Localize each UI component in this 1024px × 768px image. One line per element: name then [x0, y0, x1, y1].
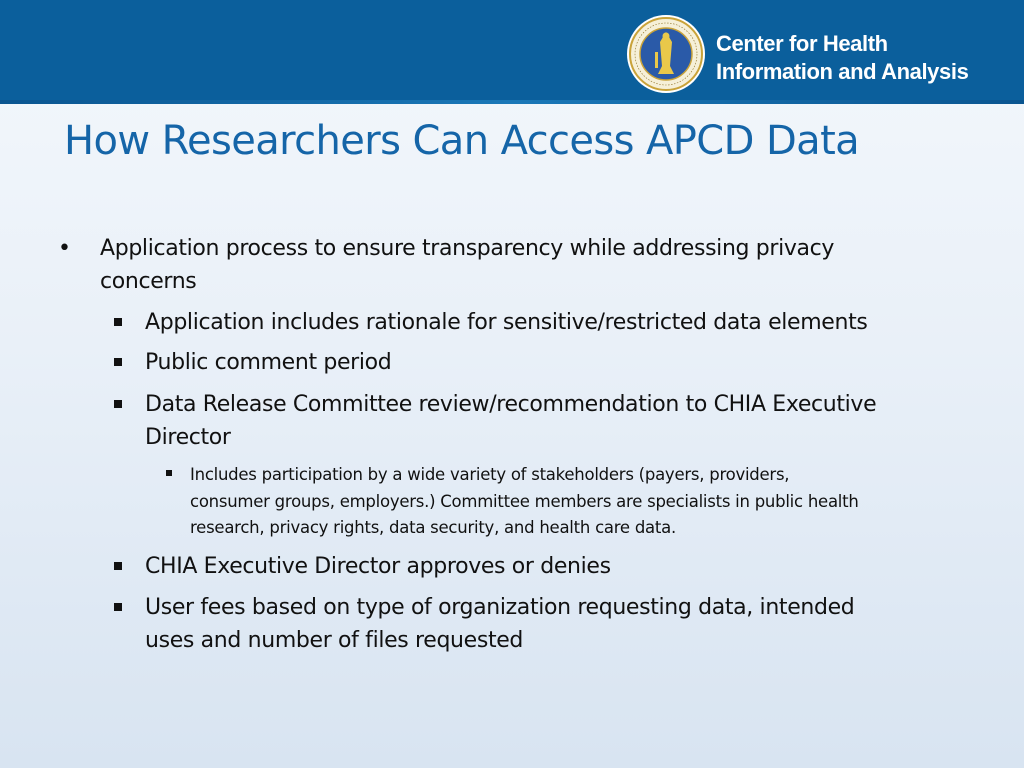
header-band — [0, 0, 1024, 104]
bullet-item-3 — [145, 346, 985, 379]
bullet-text-5a: Includes participation by a wide variety of stakeholders (payers, providers, — [190, 465, 790, 484]
bullet-text-7b: uses and number of files requested — [145, 628, 524, 653]
org-name-line1: Center for Health — [716, 31, 888, 56]
bullet-text-2: Application includes rationale for sensitive/restricted data elements — [145, 310, 868, 335]
bullet-item-2 — [145, 306, 985, 339]
bullet-text-3: Public comment period — [145, 350, 392, 375]
bullet-text-6: CHIA Executive Director approves or denies — [145, 554, 611, 579]
square-bullet-icon — [114, 358, 122, 366]
bullet-text-5c: research, privacy rights, data security, and health care data. — [190, 518, 676, 537]
bullet-item-4 — [145, 388, 985, 454]
square-bullet-icon — [114, 603, 122, 611]
square-bullet-icon — [114, 400, 122, 408]
bullet-item-5 — [190, 462, 990, 542]
massachusetts-seal-icon — [626, 14, 706, 94]
bullet-text-4b: Director — [145, 425, 231, 450]
bullet-text-7a: User fees based on type of organization requesting data, intended — [145, 595, 855, 620]
bullet-item-7 — [145, 591, 985, 657]
square-bullet-icon — [114, 562, 122, 570]
square-bullet-icon — [114, 318, 122, 326]
bullet-text-1b: concerns — [100, 269, 197, 294]
org-name-line2: Information and Analysis — [716, 59, 969, 84]
organization-name — [716, 30, 968, 86]
bullet-item-6 — [145, 550, 985, 583]
bullet-text-4a: Data Release Committee review/recommendation to CHIA Executive — [145, 392, 877, 417]
bullet-item-1 — [58, 232, 980, 298]
bullet-text-5b: consumer groups, employers.) Committee members are specialists in public health — [190, 491, 859, 511]
small-square-bullet-icon — [166, 470, 172, 476]
round-bullet-icon: • — [58, 236, 71, 261]
bullet-text-1a: Application process to ensure transparency while addressing privacy — [100, 236, 835, 261]
slide-title: How Researchers Can Access APCD Data — [64, 118, 860, 164]
